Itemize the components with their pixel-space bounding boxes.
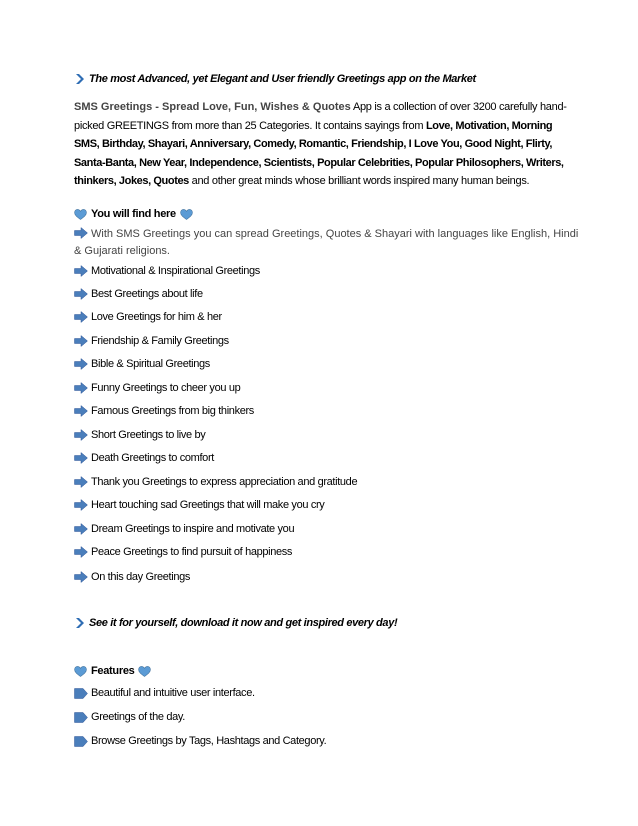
intro-text-2: and other great minds whose brilliant words inspired many human beings. (188, 175, 530, 187)
heart-icon (74, 666, 87, 677)
headline-text: The most Advanced, yet Elegant and User friendly Greetings app on the Market (89, 73, 476, 85)
arrow-right-icon (74, 452, 88, 464)
list-item-label: Death Greetings to comfort (91, 452, 214, 464)
feature-item (74, 734, 576, 748)
arrow-right-icon (74, 382, 88, 394)
arrow-right-icon (74, 311, 88, 323)
list-item-label: Thank you Greetings to express appreciation and gratitude (91, 476, 358, 488)
feature-item (74, 686, 576, 700)
arrow-right-icon (74, 335, 88, 347)
app-name: SMS Greetings - Spread Love, Fun, Wishes & Quotes (74, 101, 351, 113)
find-section-title (74, 205, 576, 223)
tag-arrow-icon (74, 688, 88, 699)
tag-arrow-icon (74, 736, 88, 747)
list-item (74, 381, 576, 395)
arrow-right-icon (74, 288, 88, 300)
arrow-right-icon (74, 571, 88, 583)
heart-icon (74, 209, 87, 220)
list-item (74, 570, 576, 584)
arrow-right-icon (74, 227, 88, 239)
list-item (74, 310, 576, 324)
list-item-label: Bible & Spiritual Greetings (91, 358, 210, 370)
find-section-label: You will find here (91, 208, 176, 220)
list-item (74, 357, 576, 371)
find-section-intro (74, 226, 582, 260)
list-item-label: Love Greetings for him & her (91, 311, 222, 323)
list-item (74, 334, 576, 348)
list-item-label: Best Greetings about life (91, 288, 203, 300)
list-item-label: Dream Greetings to inspire and motivate you (91, 523, 295, 535)
chevron-right-icon (74, 617, 86, 629)
list-item-label: Motivational & Inspirational Greetings (91, 265, 260, 277)
list-item-label: Short Greetings to live by (91, 429, 206, 441)
list-item-label: Funny Greetings to cheer you up (91, 382, 241, 394)
list-item (74, 404, 576, 418)
arrow-right-icon (74, 523, 88, 535)
feature-item-label: Greetings of the day. (91, 711, 185, 723)
list-item (74, 287, 576, 301)
feature-item-label: Browse Greetings by Tags, Hashtags and Category. (91, 735, 327, 747)
list-item (74, 498, 576, 512)
call-to-action-text: See it for yourself, download it now and get inspired every day! (89, 617, 398, 629)
list-item (74, 475, 576, 489)
features-title (74, 662, 576, 680)
list-item (74, 451, 576, 465)
arrow-right-icon (74, 546, 88, 558)
arrow-right-icon (74, 429, 88, 441)
list-item-label: Friendship & Family Greetings (91, 335, 229, 347)
find-section-intro-text: With SMS Greetings you can spread Greetings, Quotes & Shayari with languages like English, Hindi & Gujarati religions. (74, 228, 579, 257)
headline (74, 70, 576, 88)
intro-categories: Love, Motivation, Morning SMS, Birthday, Shayari, Anniversary, Comedy, Romantic, Friendship, I Love You, Good Night, Flirty, Santa-Banta, New Year, Independence, Scientists, Popular Celebrities, Popular Philosophers, Writers, thinkers, Jokes, Quotes (74, 119, 564, 187)
features-label: Features (91, 665, 135, 677)
list-item (74, 522, 576, 536)
arrow-right-icon (74, 405, 88, 417)
list-item (74, 428, 576, 442)
arrow-right-icon (74, 476, 88, 488)
list-item-label: On this day Greetings (91, 571, 191, 583)
intro-text-1: App is a collection of over 3200 carefully hand-picked GREETINGS from more than 25 Categories. It contains sayings from (74, 101, 567, 132)
chevron-right-icon (74, 73, 86, 85)
feature-item (74, 710, 576, 724)
heart-icon (138, 666, 151, 677)
list-item-label: Heart touching sad Greetings that will make you cry (91, 499, 325, 511)
intro-paragraph (74, 98, 576, 191)
arrow-right-icon (74, 265, 88, 277)
feature-item-label: Beautiful and intuitive user interface. (91, 687, 255, 699)
arrow-right-icon (74, 358, 88, 370)
list-item (74, 264, 576, 278)
arrow-right-icon (74, 499, 88, 511)
heart-icon (180, 209, 193, 220)
call-to-action (74, 614, 576, 632)
list-item-label: Peace Greetings to find pursuit of happiness (91, 546, 293, 558)
tag-arrow-icon (74, 712, 88, 723)
list-item-label: Famous Greetings from big thinkers (91, 405, 254, 417)
list-item (74, 545, 576, 559)
